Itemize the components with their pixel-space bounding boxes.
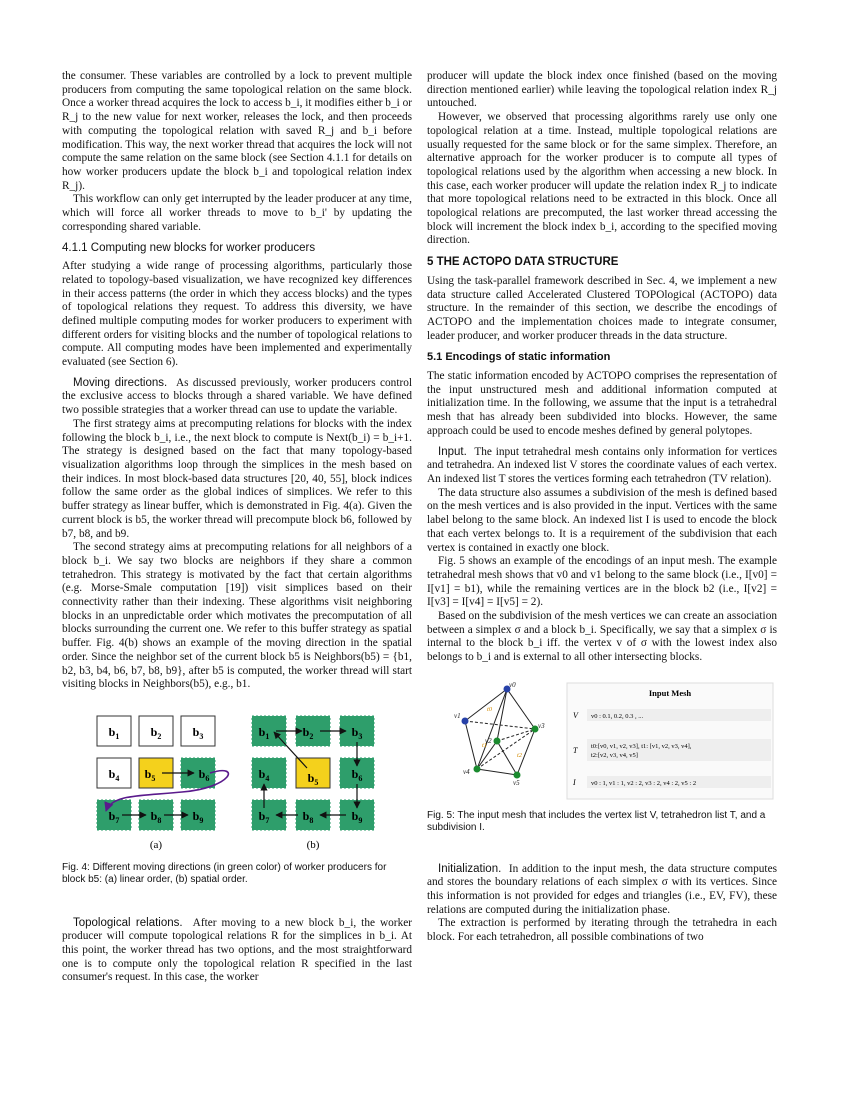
svg-text:b6: $b_6$ bbox=[198, 766, 210, 783]
svg-text:b4: $b_4$ bbox=[258, 766, 270, 783]
figure-4b-label: (b) bbox=[306, 838, 320, 851]
initialization-heading: Initialization. bbox=[438, 862, 502, 875]
figure-5-I-value: v0 : 1, v1 : 1, v2 : 2, v3 : 2, v4 : 2, v5 : 2 bbox=[591, 779, 697, 787]
figure-5-caption: Fig. 5: The input mesh that includes the vertex list V, tetrahedron list T, and a subdivision I. bbox=[427, 809, 766, 834]
svg-text:v2: v2 bbox=[485, 736, 492, 745]
svg-text:t0: t0 bbox=[487, 705, 493, 713]
svg-text:b5: $b_5$ bbox=[307, 770, 319, 787]
figure-5-T-label: T bbox=[573, 745, 578, 755]
svg-text:b5: $b_5$ bbox=[144, 766, 156, 783]
vertex-v2 bbox=[494, 737, 501, 744]
svg-text:t1: t1 bbox=[482, 741, 488, 749]
figure-4-caption: Fig. 4: Different moving directions (in green color) of worker producers for block b5: (a) linear order, (b) spatial order. bbox=[62, 861, 387, 886]
section-5-heading: 5 THE ACTOPO DATA STRUCTURE bbox=[427, 256, 619, 269]
right-paragraph-3: Using the task-parallel framework described in Sec. 4, we implement a new data structure called Accelerated Clustered TOPOlogical (ACTOPO) data structure. In the remainder of this section, we describe the encodings of ACTOPO and the implementation choices made to integrate consumer, leader producer, and worker producer threads in the data structure. bbox=[427, 274, 777, 342]
vertex-v4 bbox=[474, 765, 481, 772]
figure-5-diagram bbox=[427, 681, 777, 801]
svg-text:v5: v5 bbox=[513, 778, 520, 787]
block-b4-b bbox=[252, 758, 286, 788]
svg-text:b2: $b_2$ bbox=[150, 724, 162, 741]
topological-relations-heading: Topological relations. bbox=[73, 916, 183, 929]
svg-text:v1: v1 bbox=[454, 711, 461, 720]
svg-text:v4: v4 bbox=[463, 767, 470, 776]
right-paragraph-5: The input tetrahedral mesh contains only information for vertices and tetrahedra. An indexed list V stores the coordinate values of each vertex. An indexed list T stores the vertices forming each tetrahedron (TV relation). bbox=[427, 445, 777, 485]
left-paragraph-7: After moving to a new block b_i, the worker producer will compute topological relations R for the simplices in b_i. At this point, the worker thread has two options, and the most straightforward one is to compute only the topological relation R specified in the last consumer's request. In this case, the worker bbox=[62, 916, 412, 984]
figure-5-T-value-2: t2:[v2, v3, v4, v5] bbox=[591, 751, 638, 759]
right-paragraph-2: However, we observed that processing algorithms rarely use only one topological relation at a time. Instead, multiple topological relations are usually requested for the same block or for the same simplex. Therefore, an alternative approach for the worker producer is to compute all types of topological relations used by the algorithm when accessing a new block. In this case, each worker producer will update the relation index R_j to indicate that more topological relations need to be extracted in this block. Once all topological relations are precomputed, the last worker thread accessing the block will increment the block index b_i, according to the specified moving direction. bbox=[427, 111, 777, 247]
left-paragraph-4: As discussed previously, worker producers control the exclusive access to blocks through a shared variable. We have defined two possible strategies that a worker thread can use to update the variable. bbox=[62, 376, 413, 417]
left-paragraph-3: After studying a wide range of processing algorithms, particularly those related to topology-based visualization, we have recognized key differences in their access patterns (the order in which they access blocks) and the types of topological relations they request. To address this diversity, we have defined multiple computing modes for worker producers to experiment with different orders for visiting blocks and the number of topological relations to compute. All computing modes have been implemented and experimentally evaluated (see Section 6). bbox=[62, 260, 412, 369]
right-paragraph-10: The extraction is performed by iterating through the tetrahedra in each block. For each tetrahedron, all possible combinations of two bbox=[427, 917, 777, 944]
svg-text:t2: t2 bbox=[517, 751, 523, 759]
svg-text:b1: $b_1$ bbox=[258, 724, 270, 741]
svg-text:b4: $b_4$ bbox=[108, 766, 120, 783]
right-paragraph-4: The static information encoded by ACTOPO comprises the representation of the input unstructured mesh and additional information computed at initialization time. In the following, we assume that the input is a tetrahedral mesh that has already been subdivided into blocks. However, the same approach could be used to encode meshes defined by general polytopes. bbox=[427, 370, 777, 437]
svg-text:v0: v0 bbox=[509, 680, 516, 689]
figure-4a-grid bbox=[97, 716, 228, 830]
svg-text:b3: $b_3$ bbox=[192, 724, 204, 741]
right-paragraph-9: In addition to the input mesh, the data structure computes and stores the boundary relations of each simplex σ with its vertices. Since this information is not provided for edges and triangles (i.e., EV, FV), these relations are computed during the initialization phase. bbox=[427, 862, 777, 916]
left-paragraph-2: This workflow can only get interrupted by the leader producer at any time, which will force all worker threads to move to b_i' by updating the corresponding shared variable. bbox=[62, 193, 412, 233]
figure-5-V-value: v0 : 0.1, 0.2, 0.3 , ... bbox=[591, 712, 644, 720]
figure-5-I-label: I bbox=[573, 777, 576, 787]
input-heading: Input. bbox=[438, 445, 467, 458]
svg-text:b2: $b_2$ bbox=[302, 724, 314, 741]
left-paragraph-6: The second strategy aims at precomputing relations for all neighbors of a block b_i. We say two blocks are neighbors if they share a common tetrahedron. This strategy is motivated by the fact that certain algorithms (e.g. Morse-Smale computation [19]) visit simplices based on their connectivity rather than their indexing. These algorithms visit neighboring blocks in an unpredictable order which motivates the precomputation of all blocks surrounding the current one. We refer to this buffer strategy as spatial buffer. Fig. 4(b) shows an example of the moving direction in the spatial order. Since the neighbor set of the current block b5 is Neighbors(b5) = {b1, b2, b3, b4, b6, b7, b8, b9}, after b5 is computed, the worker thread will start visiting blocks in Neighbors(b5), e.g., b1. bbox=[62, 541, 412, 691]
right-paragraph-6: The data structure also assumes a subdivision of the mesh is defined based on the mesh vertices and is also provided in the input. Vertices with the same label belong to the same block. An indexed list I is used to encode the block that each vertex belongs to. It is a requirement of the subdivision that each vertex is contained in exactly one block. bbox=[427, 486, 777, 554]
right-paragraph-8: Based on the subdivision of the mesh vertices we can create an association between a simplex σ and a block b_i. Specifically, we say that a simplex σ is internal to the block b_i iff. the vertex v of σ with the lowest index also belongs to b_i and is external to all other intersecting blocks. bbox=[427, 610, 777, 664]
svg-text:b3: $b_3$ bbox=[351, 724, 363, 741]
svg-text:b8: $b_8$ bbox=[150, 808, 162, 825]
left-paragraph-5: The first strategy aims at precomputing relations for blocks with the index following the block b_i, i.e., the next block to compute is Next(b_i) = b_i+1. The strategy is designed based on the fact that many topology-based visualization algorithms loop through the simplices in the mesh based on their indices. In most block-based data structures [20, 40, 55], block indices follow the same order as the global indices of simplices. We refer to this buffer strategy as linear buffer, which is demonstrated in Fig. 4(a). Given the current block is b5, the worker thread will precompute block b6, followed by b7, b8, and b9. bbox=[62, 417, 412, 540]
figure-4b-grid bbox=[252, 716, 374, 830]
svg-text:b7: $b_7$ bbox=[258, 808, 270, 825]
svg-text:b6: $b_6$ bbox=[351, 766, 363, 783]
svg-text:b7: $b_7$ bbox=[108, 808, 120, 825]
svg-text:b9: $b_9$ bbox=[351, 808, 363, 825]
svg-text:v3: v3 bbox=[538, 721, 545, 730]
figure-5-title: Input Mesh bbox=[648, 687, 692, 698]
figure-4-diagram bbox=[62, 708, 412, 853]
left-column bbox=[62, 70, 412, 985]
moving-directions-heading: Moving directions. bbox=[73, 376, 168, 389]
svg-text:b8: $b_8$ bbox=[302, 808, 314, 825]
vertex-v1 bbox=[462, 717, 469, 724]
figure-5-T-value-1: t0:[v0, v1, v2, v3], t1: [v1, v2, v3, v4], bbox=[591, 742, 692, 750]
figure-5 bbox=[427, 681, 777, 806]
figure-5-table bbox=[567, 683, 773, 799]
right-column bbox=[427, 70, 777, 945]
figure-4a-label: (a) bbox=[149, 838, 163, 851]
svg-text:b1: $b_1$ bbox=[108, 724, 120, 741]
section-5-1-heading: 5.1 Encodings of static information bbox=[427, 351, 611, 364]
figure-5-mesh bbox=[454, 681, 545, 787]
left-paragraph-1: the consumer. These variables are controlled by a lock to prevent multiple producers from computing the same topological relation on the same block. Once a worker thread acquires the lock to access b_i, it modifies either b_i or R_j to the new value for next worker, releases the lock, and then proceeds with computing the topological relation with saved R_j and b_i before modification. This way, the next worker thread that acquires the lock will not compute the same relation on the same block (see Section 4.1.1 for details on how worker producers update the block b_i and topological relation index R_j). bbox=[62, 70, 412, 192]
svg-text:b9: $b_9$ bbox=[192, 808, 204, 825]
figure-5-V-label: V bbox=[573, 710, 578, 720]
section-4-1-1-heading: 4.1.1 Computing new blocks for worker producers bbox=[62, 242, 316, 255]
right-paragraph-7: Fig. 5 shows an example of the encodings of an input mesh. The example tetrahedral mesh shows that v0 and v1 belong to the same block (i.e., I[v0] = I[v1] = b1), while the remaining vertices are in the block b2 (i.e., I[v2] = I[v3] = I[v4] = I[v5] = 2). bbox=[427, 555, 777, 609]
right-paragraph-1: producer will update the block index once finished (based on the moving direction mentioned earlier) while leaving the topological relation index R_j untouched. bbox=[427, 70, 777, 110]
vertex-v5 bbox=[514, 771, 521, 778]
figure-4 bbox=[62, 708, 412, 858]
